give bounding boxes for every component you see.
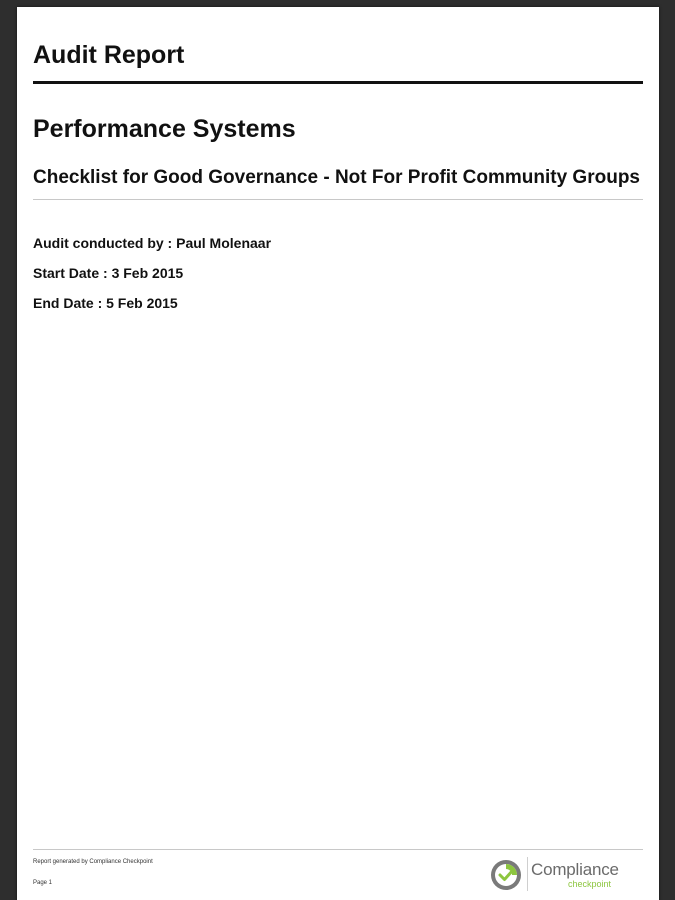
logo-divider xyxy=(527,857,528,891)
footer-page-number: Page 1 xyxy=(33,880,53,886)
compliance-checkpoint-logo xyxy=(490,855,630,895)
start-date: Start Date : 3 Feb 2015 xyxy=(33,265,184,281)
header-divider xyxy=(33,199,643,200)
audit-conducted-by: Audit conducted by : Paul Molenaar xyxy=(33,235,272,251)
footer-divider xyxy=(33,849,643,850)
title-divider xyxy=(33,81,643,84)
logo-wordmark: Compliance xyxy=(531,860,619,879)
logo-subtitle: checkpoint xyxy=(568,879,612,889)
checklist-name: Checklist for Good Governance - Not For Profit Community Groups xyxy=(33,167,640,188)
end-date: End Date : 5 Feb 2015 xyxy=(33,295,178,311)
organisation-name: Performance Systems xyxy=(33,115,296,143)
compliance-checkpoint-logo-icon xyxy=(490,859,522,891)
report-title: Audit Report xyxy=(33,41,185,69)
report-page xyxy=(17,7,659,900)
footer-generated-by: Report generated by Compliance Checkpoint xyxy=(33,859,153,865)
